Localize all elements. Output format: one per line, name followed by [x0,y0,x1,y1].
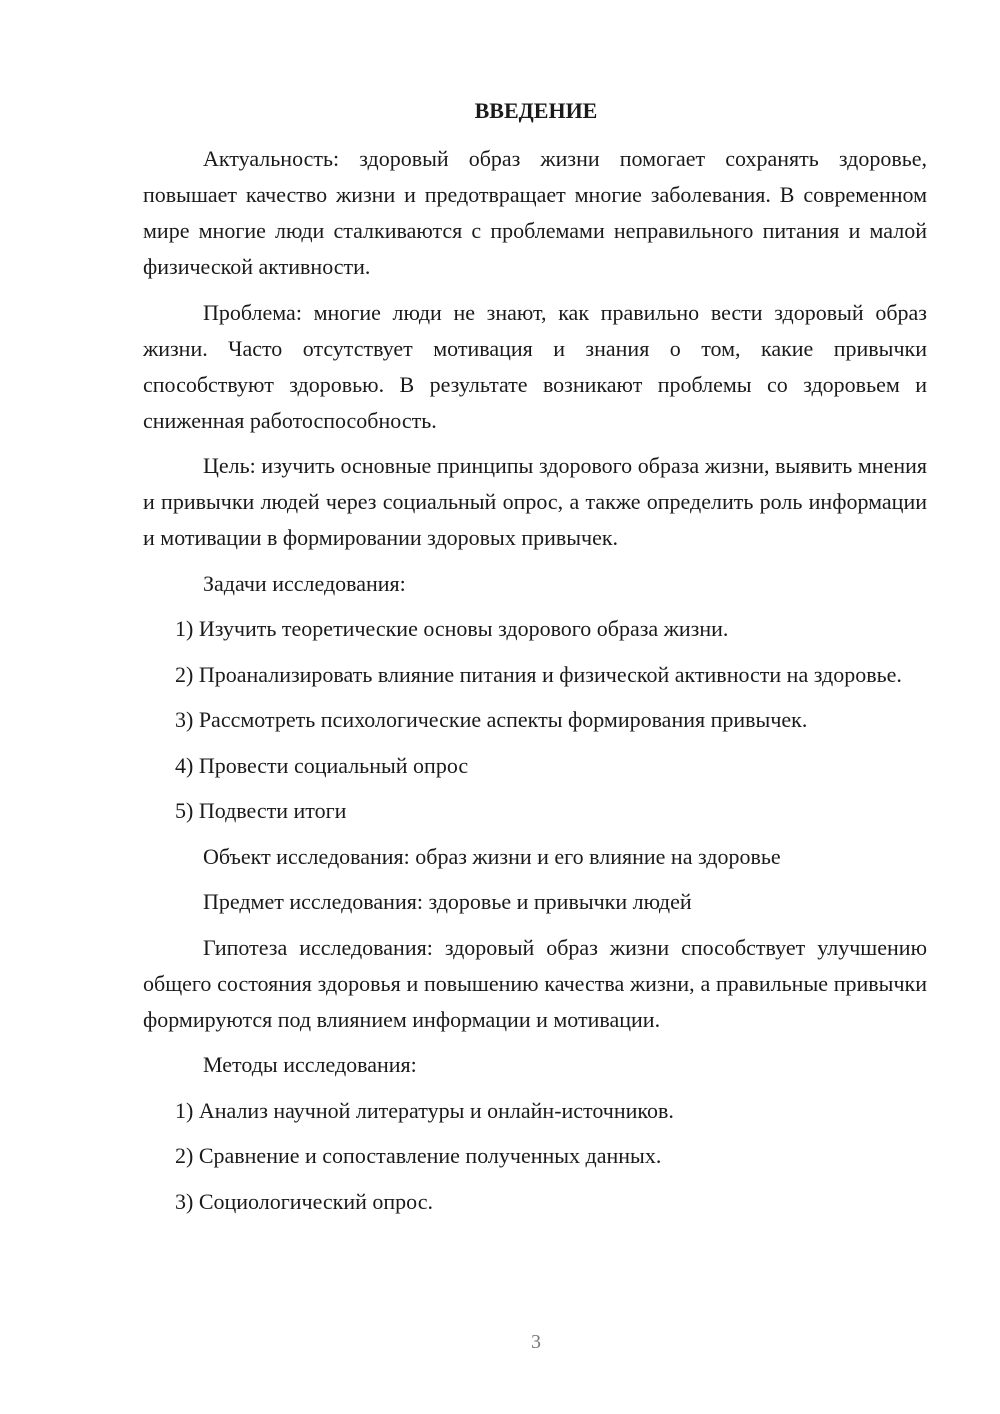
method-item-3: 3) Социологический опрос. [175,1188,433,1214]
task-item-5: 5) Подвести итоги [175,798,347,823]
paragraph-object: Объект исследования: образ жизни и его влияние на здоровье [203,843,781,869]
document-body [143,141,927,1229]
paragraph-hypothesis: Гипотеза исследования: здоровый образ жизни способствует улучшению общего состояния здоровья и повышению качества жизни, а правильные привычки формируются под влиянием информации и мотивации. [143,934,927,1032]
task-item-4: 4) Провести социальный опрос [175,752,469,778]
task-item-1: 1) Изучить теоретические основы здорового образа жизни. [175,616,729,641]
method-item-2: 2) Сравнение и сопоставление полученных данных. [175,1143,662,1168]
paragraph-relevance: Актуальность: здоровый образ жизни помогает сохранять здоровье, повышает качество жизни и предотвращает многие заболевания. В современном мире многие люди сталкиваются с проблемами неправильного питания и малой физической активности. [143,146,927,279]
page-number: 3 [531,1331,541,1353]
paragraph-subject: Предмет исследования: здоровье и привычки людей [203,889,692,914]
paragraph-tasks-heading: Задачи исследования: [203,570,406,596]
task-item-3: 3) Рассмотреть психологические аспекты формирования привычек. [175,707,808,732]
paragraph-problem: Проблема: многие люди не знают, как правильно вести здоровый образ жизни. Часто отсутствует мотивация и знания о том, какие привычки способствуют здоровью. В результате возникают проблемы со здоровьем и сниженная работоспособность. [143,299,927,433]
method-item-1: 1) Анализ научной литературы и онлайн-источников. [175,1097,674,1123]
paragraph-methods-heading: Методы исследования: [203,1052,417,1077]
task-item-2: 2) Проанализировать влияние питания и физической активности на здоровье. [175,661,902,687]
paragraph-goal: Цель: изучить основные принципы здорового образа жизни, выявить мнения и привычки людей через социальный опрос, а также определить роль информации и мотивации в формировании здоровых привычек. [143,453,927,550]
section-title: ВВЕДЕНИЕ [474,98,598,123]
